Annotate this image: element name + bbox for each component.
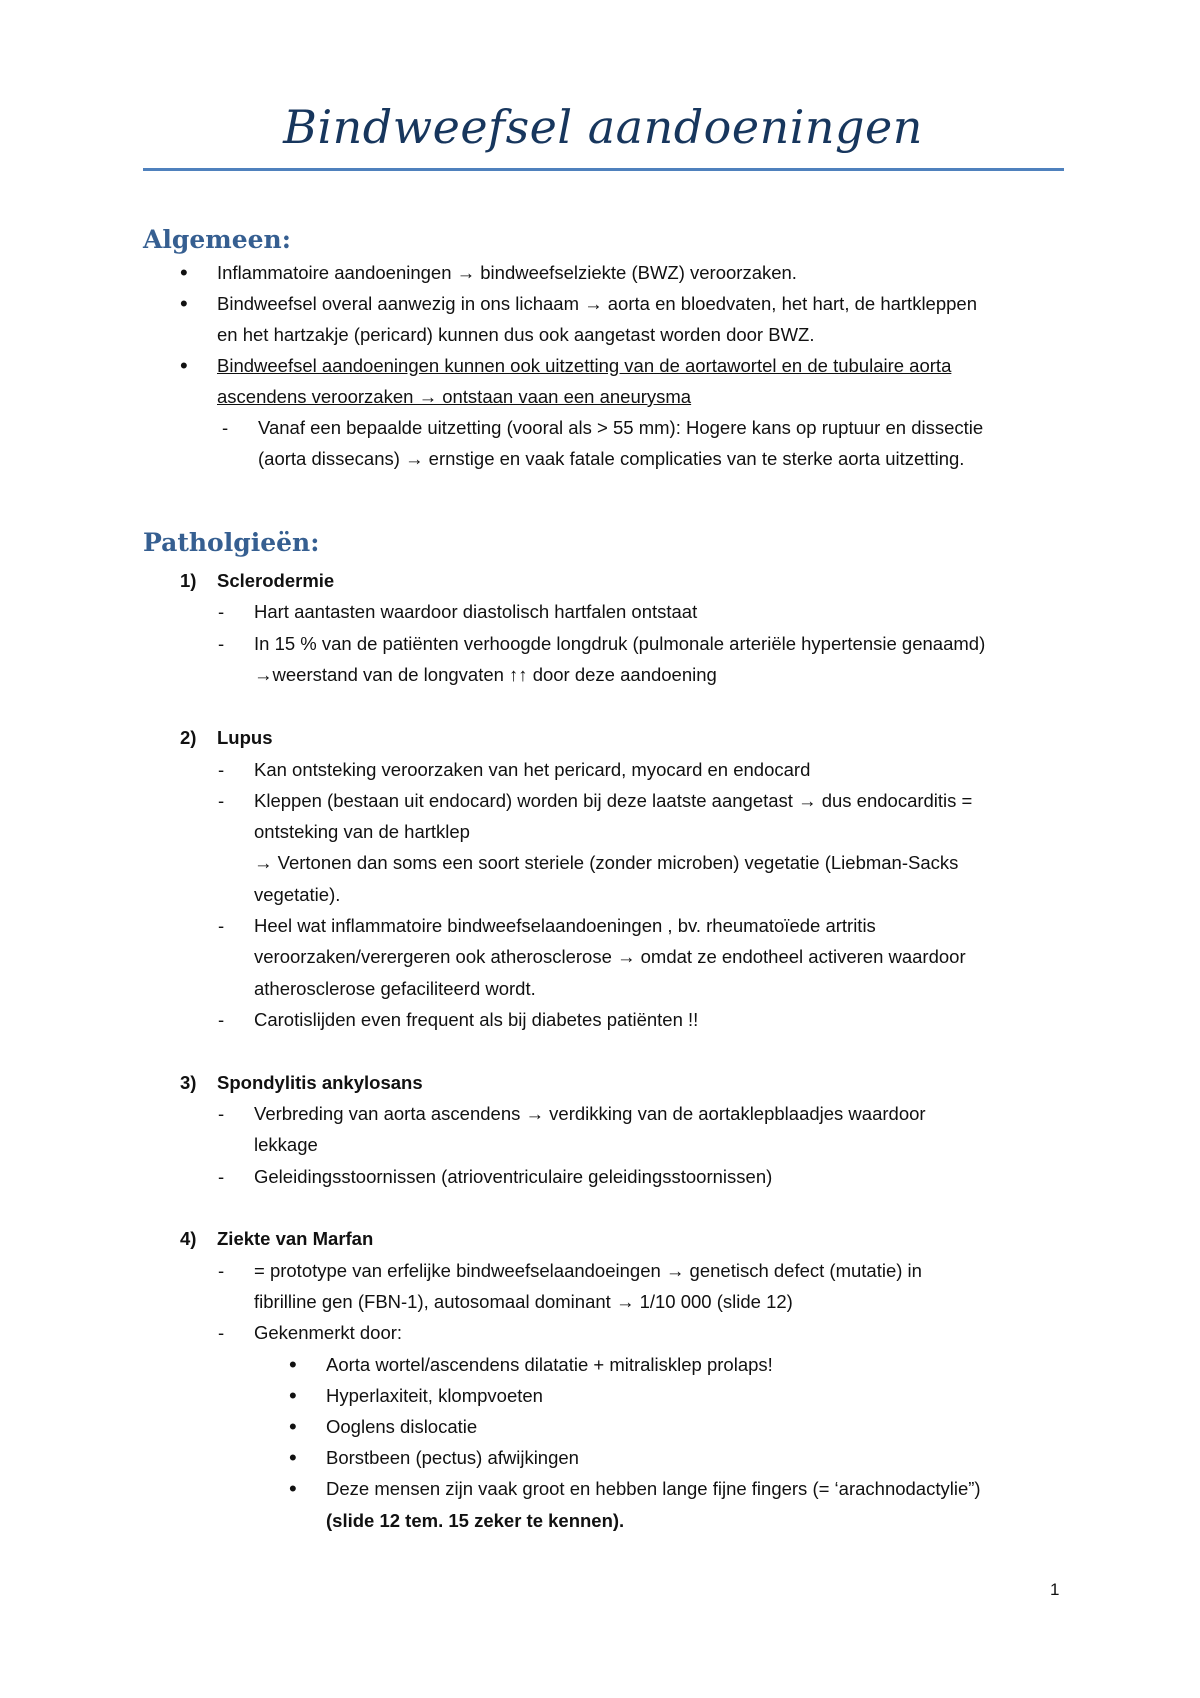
dash-marker: - xyxy=(218,1103,225,1124)
marfan-feature-4: Borstbeen (pectus) afwijkingen xyxy=(326,1447,579,1468)
item-number: 2) xyxy=(180,727,197,748)
dash-marker: - xyxy=(218,1322,225,1343)
marfan-feature-5-line-1: Deze mensen zijn vaak groot en hebben lange fijne fingers (= ‘arachnodactylie”) xyxy=(326,1478,981,1499)
item-number: 4) xyxy=(180,1228,197,1249)
pathology-1-name: Sclerodermie xyxy=(217,570,335,591)
document-title: Bindweefsel aandoeningen xyxy=(283,100,923,154)
pathology-2-detail-3-line-3: atherosclerose gefaciliteerd wordt. xyxy=(254,978,536,999)
pathology-4-name: Ziekte van Marfan xyxy=(217,1228,374,1249)
dash-marker: - xyxy=(218,759,225,780)
pathology-2-name: Lupus xyxy=(217,727,273,748)
pathology-2-detail-3-line-2: veroorzaken/verergeren ook atherosclerose → omdat ze endotheel activeren waardoor xyxy=(254,946,966,967)
pathology-4-detail-2: Gekenmerkt door: xyxy=(254,1322,403,1343)
pathology-1-detail-1: Hart aantasten waardoor diastolisch hartfalen ontstaat xyxy=(254,601,698,622)
pathology-2-detail-4: Carotislijden even frequent als bij diabetes patiënten !! xyxy=(254,1009,699,1030)
dash-marker: - xyxy=(218,1009,225,1030)
general-sub-line-1: Vanaf een bepaalde uitzetting (vooral als > 55 mm): Hogere kans op ruptuur en dissectie xyxy=(258,417,984,438)
marfan-feature-3: Ooglens dislocatie xyxy=(326,1416,478,1437)
general-bullet-2-line-2: en het hartzakje (pericard) kunnen dus ook aangetast worden door BWZ. xyxy=(217,324,815,345)
pathology-2-detail-2-line-2: ontsteking van de hartklep xyxy=(254,821,470,842)
pathology-2-detail-1: Kan ontsteking veroorzaken van het pericard, myocard en endocard xyxy=(254,759,811,780)
dash-marker: - xyxy=(218,1166,225,1187)
general-sub-line-2: (aorta dissecans) → ernstige en vaak fatale complicaties van te sterke aorta uitzetting. xyxy=(258,448,965,469)
title-underline xyxy=(143,168,1064,171)
bullet-icon: • xyxy=(180,291,188,316)
bullet-icon: • xyxy=(289,1383,297,1408)
dash-marker: - xyxy=(218,1260,225,1281)
dash-marker: - xyxy=(218,790,225,811)
pathology-4-detail-1-line-2: fibrilline gen (FBN-1), autosomaal dominant → 1/10 000 (slide 12) xyxy=(254,1291,793,1312)
dash-marker: - xyxy=(222,417,229,438)
pathology-3-name: Spondylitis ankylosans xyxy=(217,1072,423,1093)
bullet-icon: • xyxy=(289,1445,297,1470)
general-bullet-3-line-1: Bindweefsel aandoeningen kunnen ook uitzetting van de aortawortel en de tubulaire aorta xyxy=(217,355,952,376)
pathology-1-detail-2-line-1: In 15 % van de patiënten verhoogde longdruk (pulmonale arteriële hypertensie genaamd) xyxy=(254,633,986,654)
dash-marker: - xyxy=(218,601,225,622)
item-number: 1) xyxy=(180,570,197,591)
dash-marker: - xyxy=(218,633,225,654)
bullet-icon: • xyxy=(289,1352,297,1377)
pathology-1-detail-2-line-2: →weerstand van de longvaten ↑↑ door deze aandoening xyxy=(254,664,717,685)
pathology-2-detail-2-line-4: vegetatie). xyxy=(254,884,341,905)
bullet-icon: • xyxy=(289,1414,297,1439)
bullet-icon: • xyxy=(180,260,188,285)
heading-algemeen: Algemeen: xyxy=(143,225,291,254)
general-bullet-3-line-2: ascendens veroorzaken → ontstaan vaan een aneurysma xyxy=(217,386,692,407)
general-bullet-1: Inflammatoire aandoeningen → bindweefselziekte (BWZ) veroorzaken. xyxy=(217,262,797,283)
marfan-feature-2: Hyperlaxiteit, klompvoeten xyxy=(326,1385,543,1406)
bullet-icon: • xyxy=(180,353,188,378)
dash-marker: - xyxy=(218,915,225,936)
pathology-2-detail-2-line-1: Kleppen (bestaan uit endocard) worden bij deze laatste aangetast → dus endocarditis = xyxy=(254,790,973,811)
heading-pathologieen: Patholgieën: xyxy=(143,528,320,557)
pathology-3-detail-2: Geleidingsstoornissen (atrioventriculaire geleidingsstoornissen) xyxy=(254,1166,773,1187)
pathology-3-detail-1-line-2: lekkage xyxy=(254,1134,318,1155)
pathology-2-detail-3-line-1: Heel wat inflammatoire bindweefselaandoeningen , bv. rheumatoïede artritis xyxy=(254,915,876,936)
page-number: 1 xyxy=(1050,1580,1060,1599)
pathology-4-detail-1-line-1: = prototype van erfelijke bindweefselaandoeingen → genetisch defect (mutatie) in xyxy=(254,1260,922,1281)
pathology-2-detail-2-line-3: → Vertonen dan soms een soort steriele (zonder microben) vegetatie (Liebman-Sacks xyxy=(254,852,959,873)
item-number: 3) xyxy=(180,1072,197,1093)
marfan-feature-5-line-2: (slide 12 tem. 15 zeker te kennen). xyxy=(326,1510,625,1531)
general-bullet-2-line-1: Bindweefsel overal aanwezig in ons lichaam → aorta en bloedvaten, het hart, de hartkleppen xyxy=(217,293,977,314)
bullet-icon: • xyxy=(289,1476,297,1501)
pathology-3-detail-1-line-1: Verbreding van aorta ascendens → verdikking van de aortaklepblaadjes waardoor xyxy=(254,1103,926,1124)
marfan-feature-1: Aorta wortel/ascendens dilatatie + mitralisklep prolaps! xyxy=(326,1354,773,1375)
